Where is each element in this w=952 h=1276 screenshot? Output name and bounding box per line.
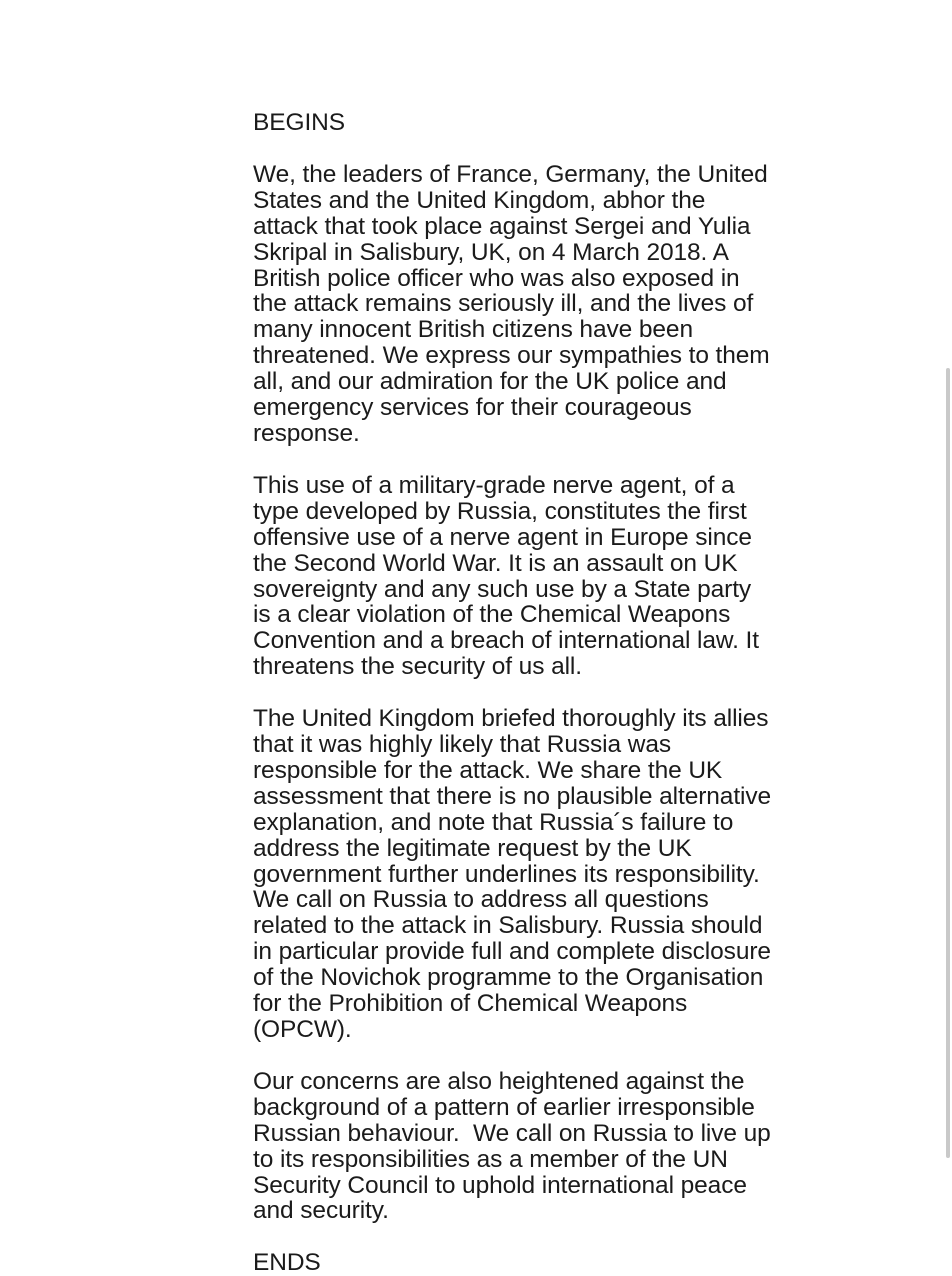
scrollbar-thumb[interactable] — [946, 368, 950, 1158]
paragraph-begins: BEGINS — [253, 109, 345, 136]
paragraph-4: Our concerns are also heightened against the background of a pattern of earlier irresponsible Russian behaviour. We call on Russia to live up to its responsibilities as a member of the UN Security Council to uphold international peace and security. — [253, 1067, 778, 1225]
paragraph-1: We, the leaders of France, Germany, the United States and the United Kingdom, abhor the attack that took place against Sergei and Yulia Skripal in Salisbury, UK, on 4 March 2018. A British police officer who was also exposed in the attack remains seriously ill, and the lives of many innocent British citizens have been threatened. We express our sympathies to them all, and our admiration for the UK police and emergency services for their courageous response. — [253, 160, 777, 447]
paragraph-3: The United Kingdom briefed thoroughly its allies that it was highly likely that Russia was responsible for the attack. We share the UK assessment that there is no plausible alternative explanation, and note that Russia´s failure to address the legitimate request by the UK government further underlines its responsibility. We call on Russia to address all questions related to the attack in Salisbury. Russia should in particular provide full and complete disclosure of the Novichok programme to the Organisation for the Prohibition of Chemical Weapons (OPCW). — [253, 705, 778, 1043]
paragraph-2: This use of a military-grade nerve agent, of a type developed by Russia, constitutes the first offensive use of a nerve agent in Europe since the Second World War. It is an assault on UK sovereignty and any such use by a State party is a clear violation of the Chemical Weapons Convention and a breach of international law. It threatens the security of us all. — [253, 471, 766, 681]
document-text-body — [253, 109, 778, 1276]
paragraph-ends: ENDS — [253, 1249, 321, 1276]
vertical-scrollbar[interactable] — [945, 0, 952, 1200]
